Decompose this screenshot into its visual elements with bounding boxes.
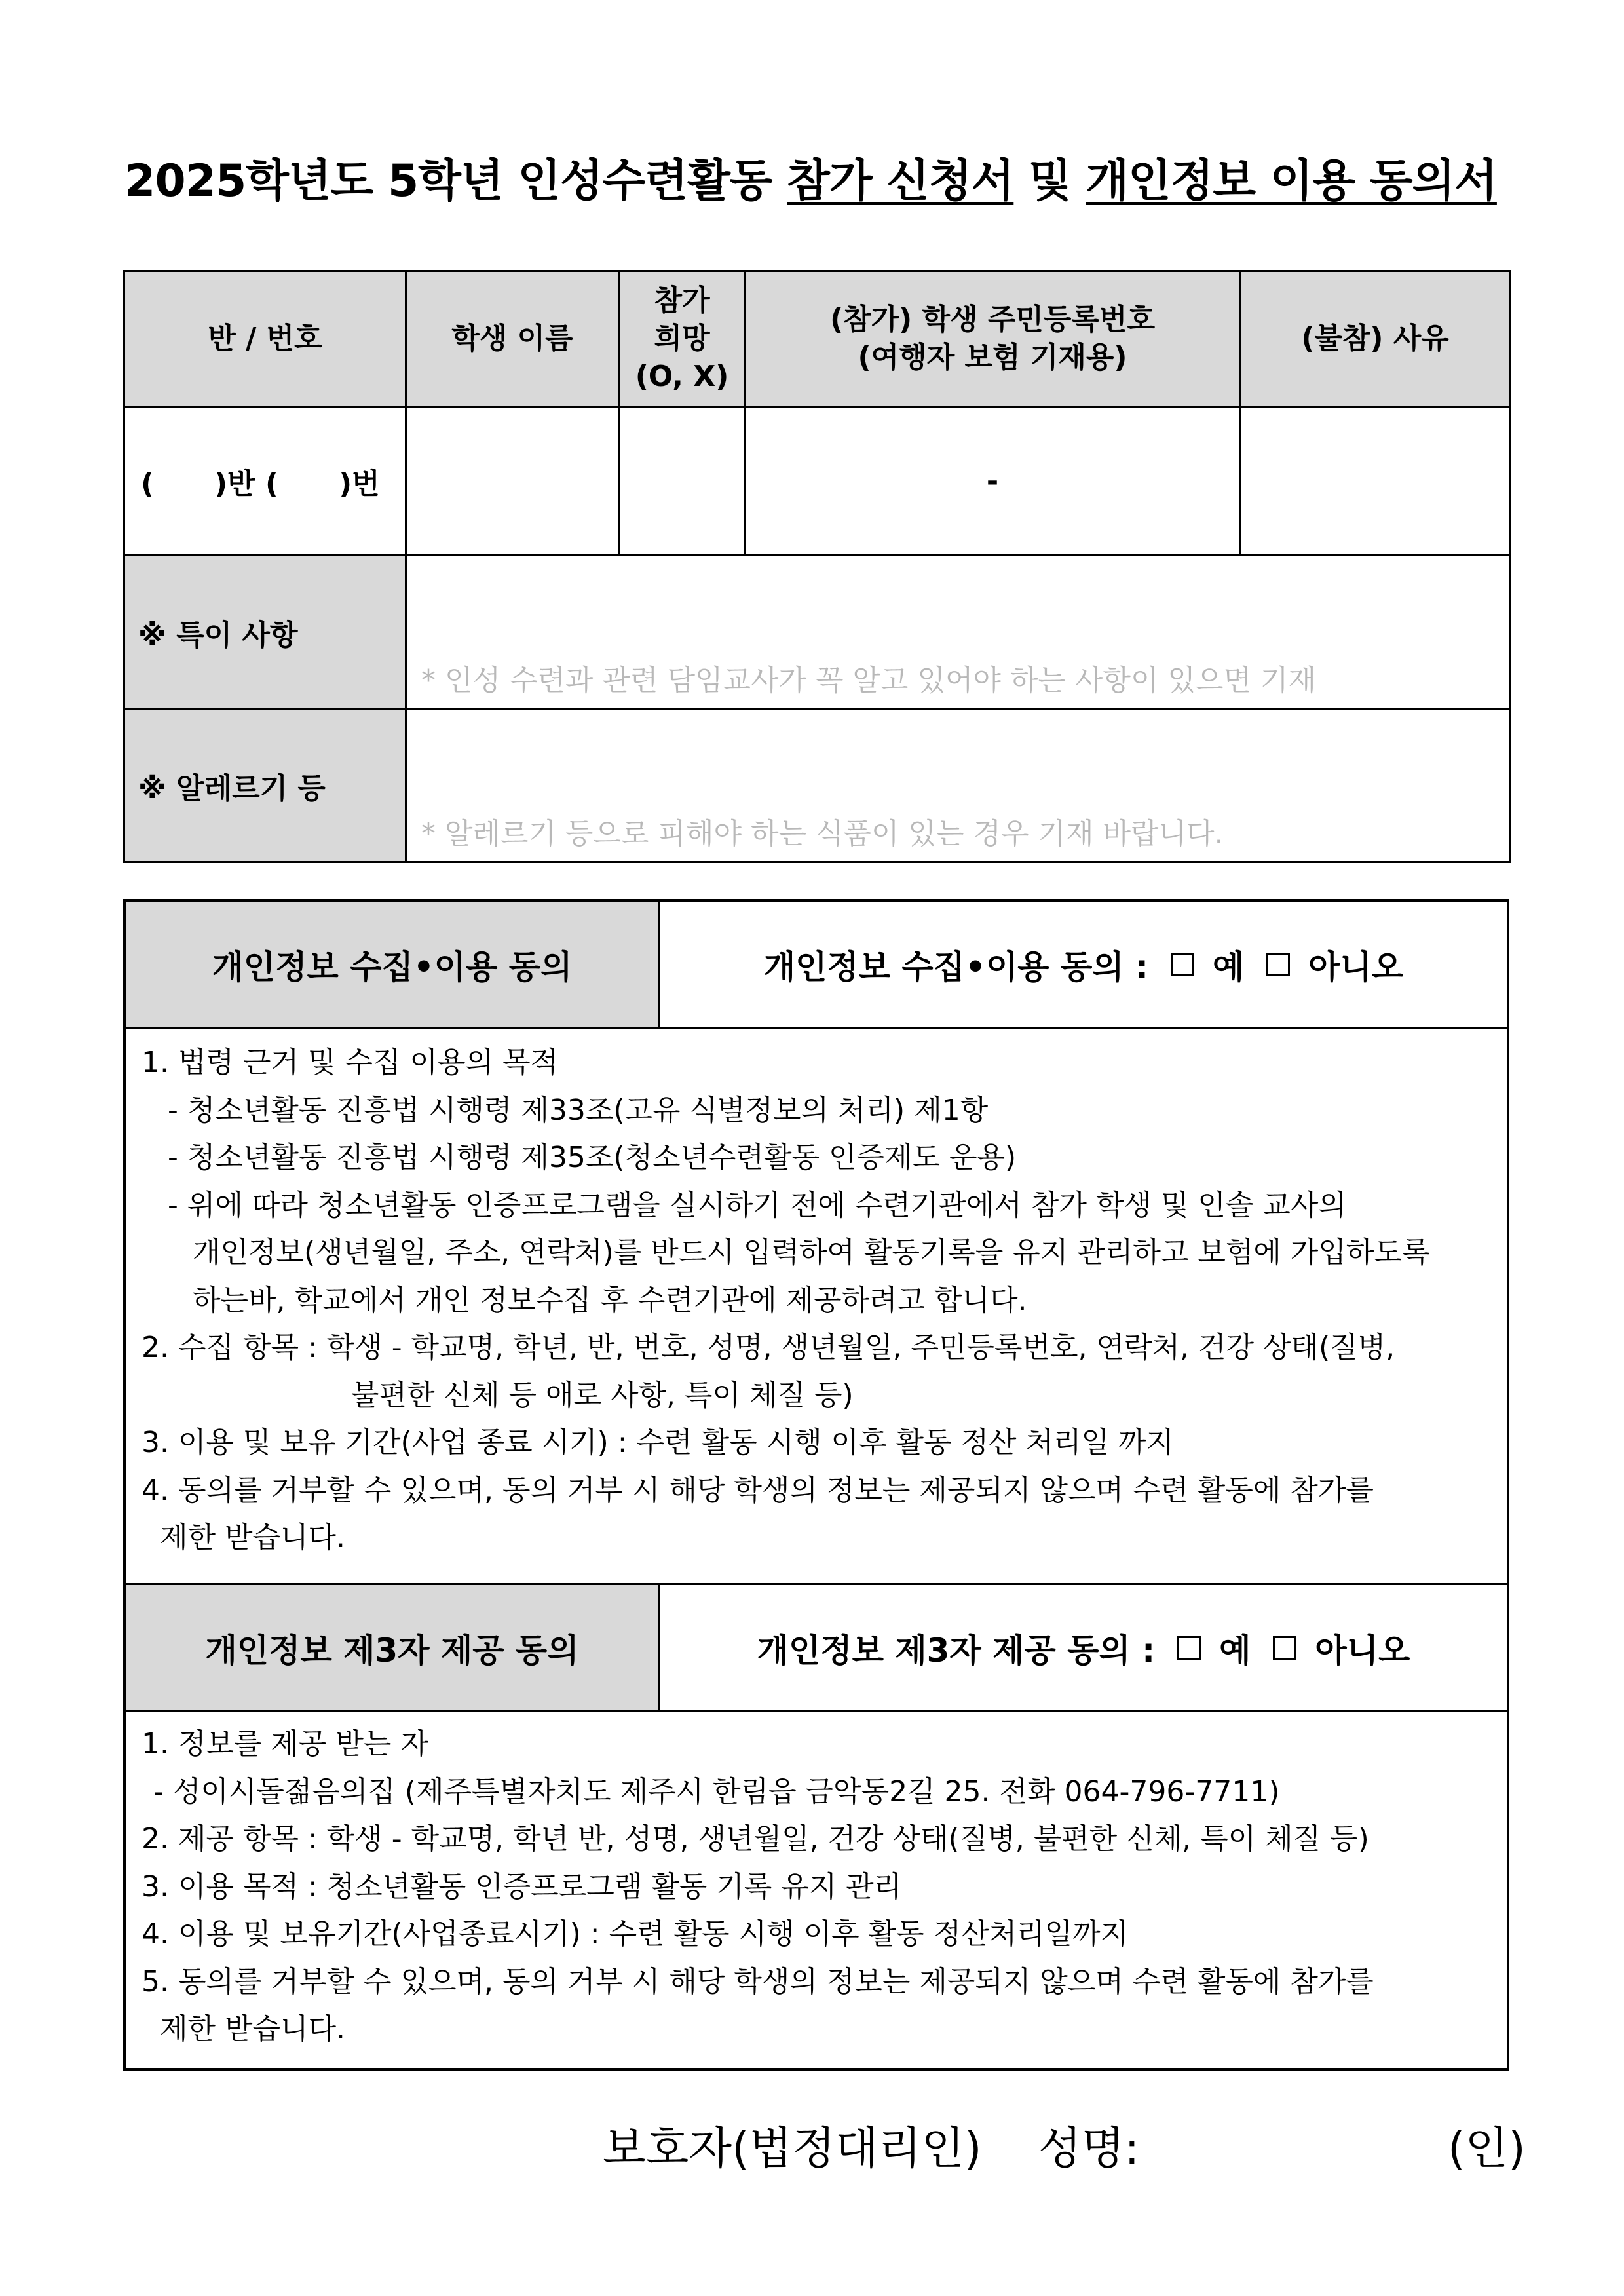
list-item: 2. 제공 항목 : 학생 - 학교명, 학년 반, 성명, 생년월일, 건강 상태(질병, 불편한 신체, 특이 체질 등)	[142, 1822, 1369, 1856]
consent-collection-no-label: 아니오	[1308, 947, 1404, 986]
list-item: - 위에 따라 청소년활동 인증프로그램을 실시하기 전에 수련기관에서 참가 학생 및 인솔 교사의	[168, 1188, 1346, 1222]
list-item: 3. 이용 및 보유 기간(사업 종료 시기) : 수련 활동 시행 이후 활동 정산 처리일 까지	[142, 1426, 1175, 1459]
page-title	[124, 145, 1526, 209]
special-notes-field[interactable]	[406, 556, 1511, 709]
consent-collection-yes-label: 예	[1212, 947, 1245, 986]
consent-third-party-header	[126, 1583, 1507, 1712]
allergy-row	[124, 709, 1511, 862]
rrn-field[interactable]: -	[746, 407, 1240, 556]
consent-box	[123, 899, 1509, 2071]
consent-collection-title: 개인정보 수집•이용 동의	[126, 902, 660, 1027]
list-item: - 성이시돌젊음의집 (제주특별자치도 제주시 한림읍 금악동2길 25. 전화 064-796-7711)	[153, 1774, 1280, 1808]
list-item: 제한 받습니다.	[160, 1521, 345, 1554]
list-item: 4. 동의를 거부할 수 있으며, 동의 거부 시 해당 학생의 정보는 제공되지 않으며 수련 활동에 참가를	[142, 1473, 1374, 1507]
title-part-2: 참가 신청서	[787, 155, 1014, 207]
header-participation	[619, 271, 746, 407]
title-part-3: 및	[1013, 155, 1086, 207]
consent-collection-body	[126, 1039, 1507, 1562]
list-item: 3. 이용 목적 : 청소년활동 인증프로그램 활동 기록 유지 관리	[142, 1869, 902, 1904]
list-item: 4. 이용 및 보유기간(사업종료시기) : 수련 활동 시행 이후 활동 정산처리일까지	[142, 1917, 1129, 1951]
class-number-field[interactable]: ( )반 ( )번	[124, 407, 406, 556]
header-rrn-line1: (참가) 학생 주민등록번호	[830, 303, 1155, 336]
list-item: 2. 수집 항목 : 학생 - 학교명, 학년, 반, 번호, 성명, 생년월일, 주민등록번호, 연락처, 건강 상태(질병,	[142, 1331, 1395, 1364]
consent-third-party-no-label: 아니오	[1315, 1631, 1410, 1670]
header-rrn	[746, 271, 1240, 407]
consent-collection-question	[660, 902, 1507, 1027]
special-notes-row	[124, 556, 1511, 709]
list-item: 1. 법령 근거 및 수집 이용의 목적	[142, 1046, 558, 1079]
consent-third-party-yes-checkbox[interactable]	[1177, 1636, 1201, 1660]
consent-third-party-no-checkbox[interactable]	[1273, 1636, 1296, 1660]
consent-third-party-question-text: 개인정보 제3자 제공 동의 :	[757, 1631, 1156, 1670]
allergy-field[interactable]	[406, 709, 1511, 862]
consent-third-party-question	[660, 1585, 1507, 1710]
list-item: 제한 받습니다.	[160, 2012, 345, 2046]
list-item: - 청소년활동 진흥법 시행령 제33조(고유 식별정보의 처리) 제1항	[168, 1093, 989, 1127]
special-notes-label: ※ 특이 사항	[124, 556, 406, 709]
allergy-label: ※ 알레르기 등	[124, 709, 406, 862]
consent-third-party-body	[126, 1721, 1507, 2054]
list-item: 하는바, 학교에서 개인 정보수집 후 수련기관에 제공하려고 합니다.	[193, 1283, 1027, 1317]
header-participation-line1: 참가	[654, 284, 710, 317]
table-header-row	[124, 271, 1511, 407]
student-name-field[interactable]	[406, 407, 619, 556]
application-table	[123, 270, 1511, 863]
list-item: 1. 정보를 제공 받는 자	[142, 1727, 428, 1761]
special-notes-hint: * 인성 수련과 관련 담임교사가 꼭 알고 있어야 하는 사항이 있으면 기재	[421, 664, 1316, 697]
header-participation-line3: (O, X)	[635, 360, 729, 393]
guardian-label: 보호자(법정대리인)	[603, 2123, 982, 2175]
list-item: 불편한 신체 등 애로 사항, 특이 체질 등)	[351, 1378, 854, 1412]
header-rrn-line2: (여행자 보험 기재용)	[858, 341, 1127, 374]
list-item: - 청소년활동 진흥법 시행령 제35조(청소년수련활동 인증제도 운용)	[168, 1141, 1017, 1174]
header-class-no: 반 / 번호	[124, 271, 406, 407]
title-part-4: 개인정보 이용 동의서	[1086, 155, 1497, 207]
header-absence-reason: (불참) 사유	[1240, 271, 1511, 407]
seal-label: (인)	[1448, 2123, 1526, 2175]
absence-reason-field[interactable]	[1240, 407, 1511, 556]
guardian-name-field[interactable]: 성명:	[1038, 2123, 1140, 2175]
list-item: 개인정보(생년월일, 주소, 연락처)를 반드시 입력하여 활동기록을 유지 관리하고 보험에 가입하도록	[193, 1236, 1430, 1269]
list-item: 5. 동의를 거부할 수 있으며, 동의 거부 시 해당 학생의 정보는 제공되지 않으며 수련 활동에 참가를	[142, 1964, 1374, 1999]
consent-collection-no-checkbox[interactable]	[1266, 953, 1290, 976]
consent-collection-yes-checkbox[interactable]	[1171, 953, 1194, 976]
consent-collection-header	[126, 902, 1507, 1029]
header-participation-line2: 희망	[654, 322, 710, 355]
participation-field[interactable]	[619, 407, 746, 556]
table-row	[124, 407, 1511, 556]
consent-third-party-yes-label: 예	[1219, 1631, 1251, 1670]
allergy-hint: * 알레르기 등으로 피해야 하는 식품이 있는 경우 기재 바랍니다.	[421, 817, 1224, 851]
title-part-1: 2025학년도 5학년 인성수련활동	[124, 155, 787, 207]
consent-third-party-title: 개인정보 제3자 제공 동의	[126, 1585, 660, 1710]
header-student-name: 학생 이름	[406, 271, 619, 407]
consent-collection-question-text: 개인정보 수집•이용 동의 :	[763, 947, 1148, 986]
